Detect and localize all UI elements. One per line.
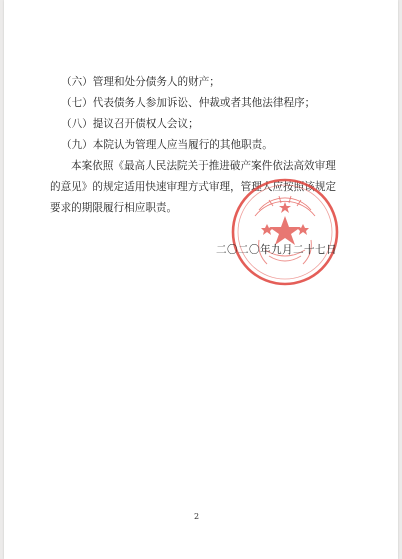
court-seal-stamp <box>229 176 341 288</box>
paragraph-line-2: 的意见》的规定适用快速审理方式审理，管理人应按照该规定 <box>50 181 337 193</box>
list-item-7: （七）代表债务人参加诉讼、仲裁或者其他法律程序； <box>61 97 316 109</box>
list-item-8: （八）提议召开债权人会议； <box>61 118 199 130</box>
list-item-6: （六）管理和处分债务人的财产； <box>61 76 220 88</box>
page-number: 2 <box>194 512 200 521</box>
document-date: 二〇二〇年九月二十七日 <box>216 244 337 256</box>
paragraph-line-3: 要求的期限履行相应职责。 <box>50 202 178 214</box>
list-item-9: （九）本院认为管理人应当履行的其他职责。 <box>61 139 273 151</box>
document-page <box>4 0 398 559</box>
paragraph-line-1: 本案依照《最高人民法院关于推进破产案件依法高效审理 <box>71 160 336 172</box>
